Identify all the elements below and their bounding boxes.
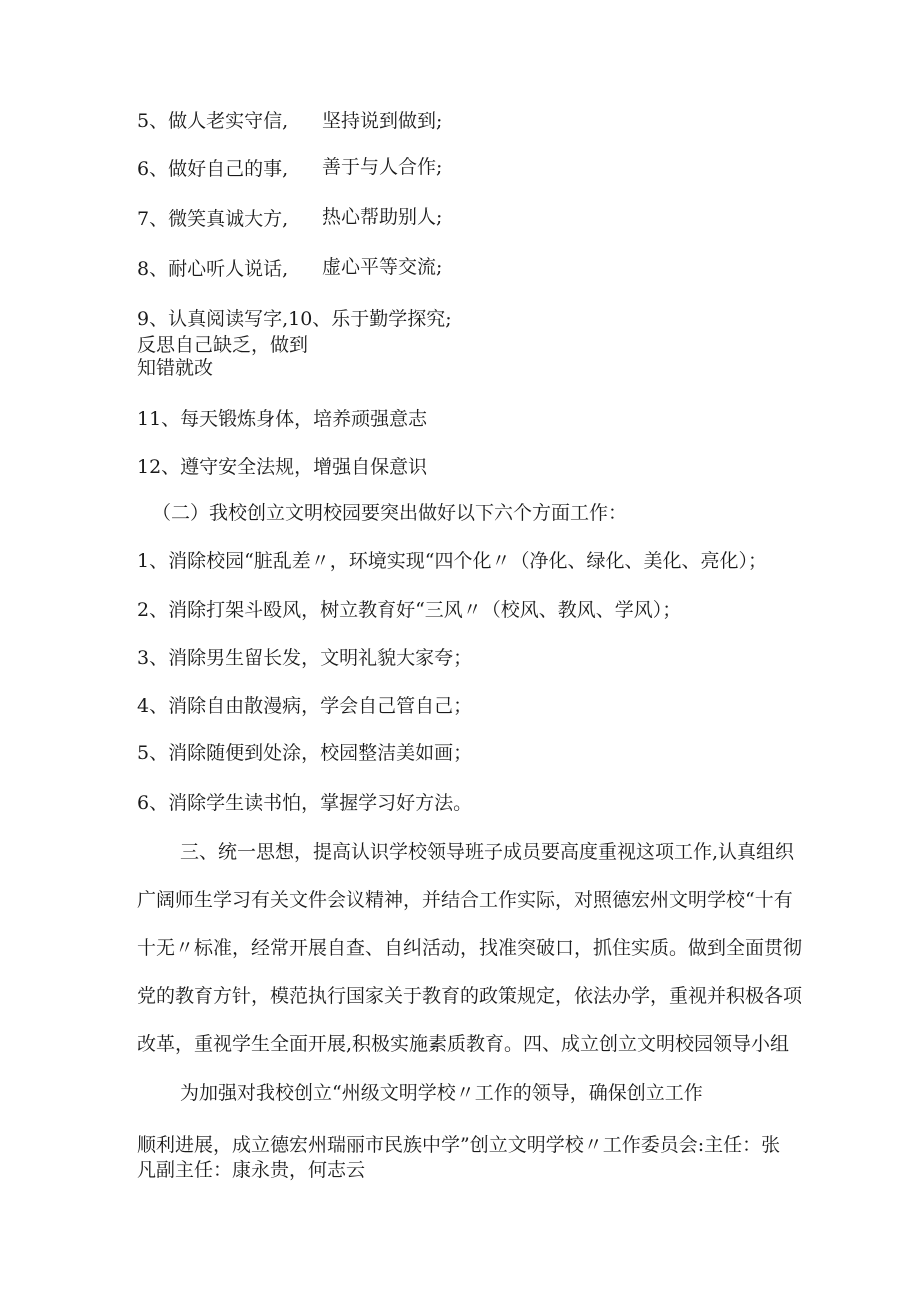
rule-6-right: 善于与人合作; [322,156,443,178]
rule-9-line3: 知错就改 [137,357,214,379]
section-3-line-5: 改革，重视学生全面开展,积极实施素质教育。四、成立创立文明校园领导小组 [137,1033,790,1055]
section-3-line-4: 党的教育方针，模范执行国家关于教育的政策规定，依法办学，重视并积极各项 [137,985,803,1007]
rule-6-left: 6、做好自己的事, [137,158,289,180]
rule-5-left: 5、做人老实守信, [137,110,289,132]
section-2-heading: （二）我校创立文明校园要突出做好以下六个方面工作： [152,502,628,524]
elimination-5: 5、消除随便到处涂，校园整洁美如画； [137,742,473,764]
elimination-1: 1、消除校园“脏乱差〃，环境实现“四个化〃（净化、绿化、美化、亮化）； [137,550,768,572]
section-3-line-3: 十无〃标准，经常开展自查、自纠活动，找准突破口，抓住实质。做到全面贯彻 [137,937,803,959]
elimination-3: 3、消除男生留长发，文明礼貌大家夸； [137,647,473,669]
rule-8-right: 虚心平等交流; [322,256,443,278]
rule-5-right: 坚持说到做到; [322,110,443,132]
rule-11: 11、每天锻炼身体，培养顽强意志 [137,408,428,430]
elimination-6: 6、消除学生读书怕，掌握学习好方法。 [137,792,473,814]
rule-9-line1: 9、认真阅读写字,10、乐于勤学探究; [137,308,452,330]
rule-8-left: 8、耐心听人说话, [137,258,289,280]
elimination-2: 2、消除打架斗殴风，树立教育好“三风〃（校风、教风、学风）； [137,599,682,621]
section-3-line-2: 广阔师生学习有关文件会议精神，并结合工作实际，对照德宏州文明学校“十有 [137,889,793,911]
section-4-paragraph: 为加强对我校创立“州级文明学校〃工作的领导，确保创立工作 [180,1082,703,1104]
rule-9-line2: 反思自己缺乏，做到 [137,334,309,356]
rule-12: 12、遵守安全法规，增强自保意识 [137,456,428,478]
committee-line-1: 顺利进展，成立德宏州瑞丽市民族中学”创立文明学校〃工作委员会:主任：张 [137,1134,781,1156]
section-3-line-1: 三、统一思想，提高认识学校领导班子成员要高度重视这项工作,认真组织 [180,841,795,863]
committee-line-2: 凡副主任：康永贵，何志云 [137,1159,366,1181]
rule-7-right: 热心帮助别人; [322,206,443,228]
elimination-4: 4、消除自由散漫病，学会自己管自己； [137,695,473,717]
rule-7-left: 7、微笑真诚大方, [137,208,289,230]
